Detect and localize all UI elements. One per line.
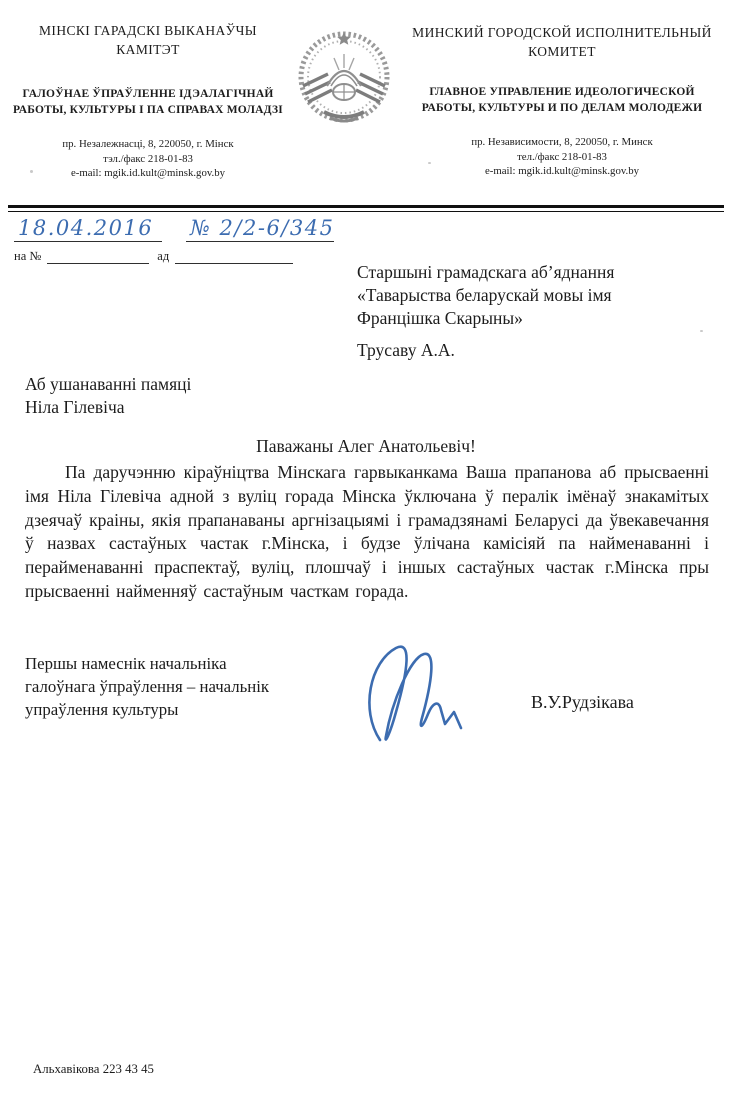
ad-blank-line — [175, 250, 293, 264]
handwritten-number: № 2/2-6/345 — [190, 216, 335, 240]
scan-speck — [700, 330, 703, 332]
subject-line: Аб ушанаванні памяці — [25, 374, 192, 394]
recipient-addressee: Трусаву А.А. — [357, 340, 455, 361]
letterhead-right-russian — [404, 22, 720, 181]
signer-title-block — [25, 652, 345, 722]
na-no-blank-line — [47, 250, 149, 264]
letterhead — [0, 22, 732, 181]
scan-speck — [30, 170, 33, 173]
na-no-label: на № — [14, 249, 42, 263]
email-line-ru: e-mail: mgik.id.kult@minsk.gov.by — [484, 165, 640, 178]
belarus-coat-of-arms-icon — [294, 24, 394, 130]
dept-name-ru: ГЛАВНОЕ УПРАВЛЕНИЕ ИДЕОЛОГИЧЕСКОЙ РАБОТЫ, КУЛЬТУРЫ И ПО ДЕЛАМ МОЛОДЕЖИ — [421, 85, 703, 115]
dept-name-by: ГАЛОЎНАЕ ЎПРАЎЛЕННЕ ІДЭАЛАГІЧНАЙ РАБОТЫ, КУЛЬТУРЫ І ПА СПРАВАХ МОЛАДЗІ — [13, 87, 283, 117]
address-block-by — [12, 137, 284, 181]
phone-line-ru: тел./факс 218-01-83 — [517, 150, 607, 163]
recipient-line: Францішка Скарыны» — [357, 308, 523, 329]
signature-icon — [352, 640, 482, 758]
salutation: Паважаны Алег Анатольевіч! — [256, 436, 476, 456]
outgoing-date-field — [14, 216, 162, 242]
email-line-by: e-mail: mgik.id.kult@minsk.gov.by — [70, 167, 226, 180]
phone-line-by: тэл./факс 218-01-83 — [103, 152, 193, 165]
address-line-by: пр. Незалежнасці, 8, 220050, г. Мінск — [62, 138, 234, 151]
signer-title-line: Першы намеснік начальніка — [25, 654, 227, 673]
letterhead-divider-rule — [8, 205, 724, 212]
org-name-by: МІНСКІ ГАРАДСКІ ВЫКАНАЎЧЫ КАМІТЭТ — [39, 23, 257, 57]
recipient-line: Старшыні грамадскага аб’яднання — [357, 262, 615, 282]
recipient-block — [357, 261, 614, 362]
subject-line: Ніла Гілевіча — [25, 396, 125, 417]
executor-contact: Альхавікова 223 43 45 — [33, 1062, 154, 1076]
address-block-ru — [404, 135, 720, 179]
subject-block — [25, 373, 191, 419]
body-paragraph: Па даручэнню кіраўніцтва Мінскага гарвыканкама Ваша прапанова аб прысваенні імя Ніла Гілевіча адной з вуліц горада Мінска ўключана ў пералік імёнаў знакамітых дзеячаў краіны, якія прапанаваны аргнізацыямі і грамадзянамі Беларусі да ўвекавечання ў назвах састаўных частак г.Мінска, і будзе ўлічана камісіяй па найменаванні і перайменаванні праспектаў, вуліц, плошчаў і іншых састаўных частак г.Мінска пры прысваенні найменняў састаўным часткам горада. — [25, 462, 709, 601]
outgoing-number-field — [186, 216, 334, 242]
recipient-line: «Таварыства беларускай мовы імя — [357, 285, 612, 306]
address-line-ru: пр. Независимости, 8, 220050, г. Минск — [471, 136, 653, 149]
reference-block — [14, 216, 344, 264]
scan-speck — [428, 162, 431, 164]
letterhead-left-belarusian — [12, 22, 284, 181]
reference-handwritten-row — [14, 216, 344, 242]
reference-labels-row — [14, 249, 344, 264]
signer-name: В.У.Рудзікава — [531, 692, 634, 712]
signer-title-line: упраўлення культуры — [25, 700, 179, 720]
signer-title-line: галоўнага ўпраўлення – начальнік — [25, 677, 270, 697]
org-name-ru: МИНСКИЙ ГОРОДСКОЙ ИСПОЛНИТЕЛЬНЫЙ КОМИТЕТ — [412, 25, 712, 59]
emblem-container — [288, 22, 400, 181]
ad-label: ад — [157, 249, 170, 263]
handwritten-signature — [352, 640, 482, 763]
handwritten-date: 18.04.2016 — [18, 216, 154, 240]
